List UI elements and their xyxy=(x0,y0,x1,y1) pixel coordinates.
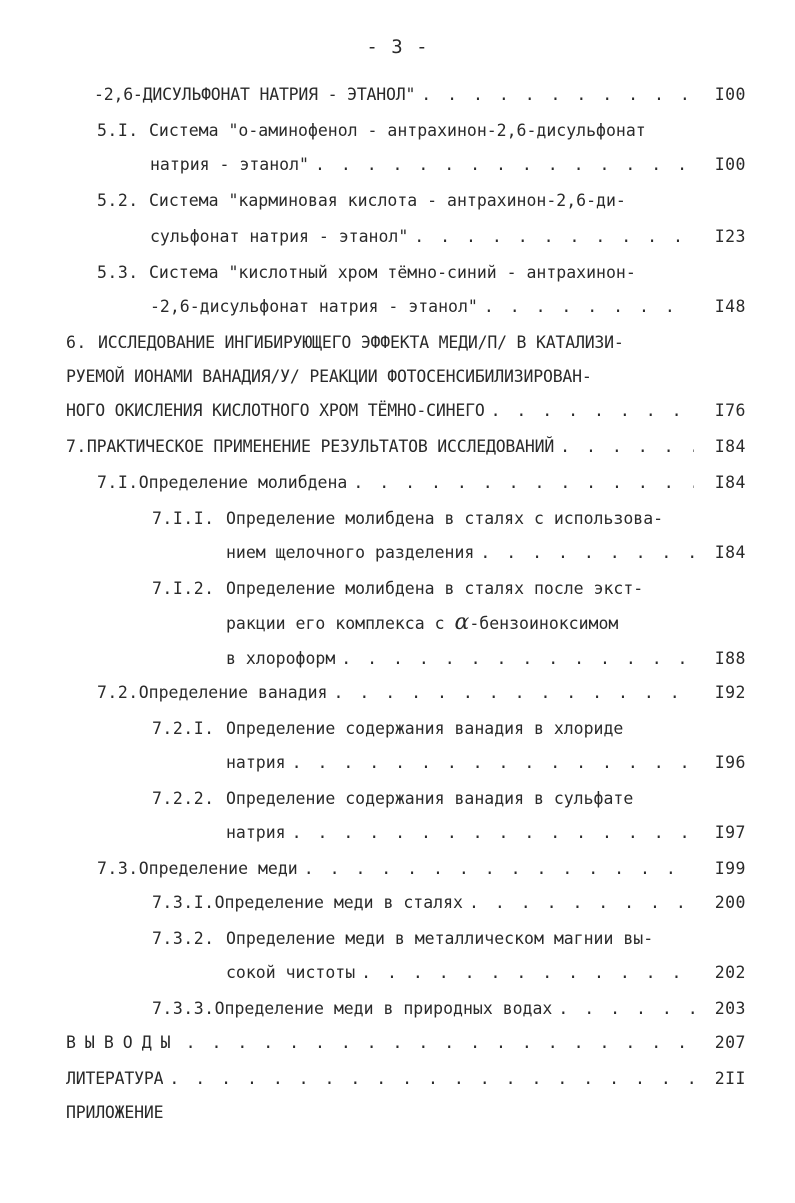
toc-entry-text: ИССЛЕДОВАНИЕ ИНГИБИРУЮЩЕГО ЭФФЕКТА МЕДИ/П/ В КАТАЛИЗИ- xyxy=(98,333,624,352)
toc-entry xyxy=(66,1064,694,1094)
toc-entry-text: в хлороформ xyxy=(226,649,336,668)
dot-leader xyxy=(347,468,694,498)
toc-entry xyxy=(97,854,694,884)
toc-entry-text: РУЕМОЙ ИОНАМИ ВАНАДИЯ/У/ РЕАКЦИИ ФОТОСЕНСИБИЛИЗИРОВАН- xyxy=(66,367,592,386)
toc-entry-page: I48 xyxy=(714,297,746,316)
toc-entry xyxy=(150,150,694,180)
toc-entry-number: 7.2.2. xyxy=(152,789,215,808)
toc-entry-text: Определение содержания ванадия в сульфате xyxy=(226,789,634,808)
toc-entry xyxy=(66,328,696,358)
toc-entry-text: натрия - этанол" xyxy=(150,155,309,174)
toc-entry xyxy=(66,396,694,426)
dot-leader xyxy=(554,432,694,462)
toc-entry-page: I96 xyxy=(714,753,746,772)
toc-entry-page: 200 xyxy=(714,893,746,912)
dot-leader xyxy=(474,538,694,568)
dot-leader xyxy=(485,396,694,426)
toc-entry-text: Система "кислотный хром тёмно-синий - антрахинон- xyxy=(149,263,636,282)
dot-leader xyxy=(355,958,694,988)
dot-leader xyxy=(328,678,695,708)
toc-entry-text: Определение меди xyxy=(138,859,298,878)
toc-entry-number: 7.2. xyxy=(97,683,139,702)
dot-leader xyxy=(286,748,694,778)
toc-entry xyxy=(94,80,694,110)
toc-entry xyxy=(152,924,697,954)
toc-entry xyxy=(66,1098,366,1128)
toc-entry xyxy=(152,574,697,604)
toc-entry-page: I84 xyxy=(714,437,746,456)
toc-entry xyxy=(97,678,694,708)
page-number: - 3 - xyxy=(366,36,429,58)
toc-entry xyxy=(150,292,694,322)
toc-entry-page: I88 xyxy=(714,649,746,668)
toc-entry xyxy=(66,362,696,392)
toc-entry-number: 7.3.2. xyxy=(152,929,215,948)
toc-entry xyxy=(97,468,694,498)
toc-entry-page: I00 xyxy=(714,155,746,174)
toc-entry-text: Определение молибдена в сталях с использова- xyxy=(226,509,664,528)
toc-entry-text: натрия xyxy=(226,823,286,842)
toc-entry-text: -2,6-дисульфонат натрия - этанол" xyxy=(150,297,478,316)
toc-entry-text: Определение меди в сталях xyxy=(214,893,463,912)
dot-leader xyxy=(415,80,694,110)
toc-entry xyxy=(152,714,697,744)
dot-leader xyxy=(309,150,694,180)
toc-entry-number: 7.I.I. xyxy=(152,509,215,528)
toc-entry-page: I84 xyxy=(714,543,746,562)
toc-entry-number: 5.2. xyxy=(97,191,139,210)
toc-entry xyxy=(226,818,694,848)
toc-entry-text: ПРИЛОЖЕНИЕ xyxy=(66,1103,164,1122)
toc-entry-text: Определение содержания ванадия в хлориде xyxy=(226,719,624,738)
toc-entry xyxy=(66,432,694,462)
dot-leader xyxy=(298,854,694,884)
toc-entry-text: Система "о-аминофенол - антрахинон-2,6-дисульфонат xyxy=(149,121,646,140)
toc-entry xyxy=(152,888,694,918)
dot-leader xyxy=(478,292,694,322)
toc-entry-page: I99 xyxy=(714,859,746,878)
toc-entry-text: сульфонат натрия - этанол" xyxy=(150,227,409,246)
dot-leader xyxy=(163,1064,694,1094)
toc-entry-text: ВЫВОДЫ xyxy=(66,1033,180,1052)
toc-entry-text: ПРАКТИЧЕСКОЕ ПРИМЕНЕНИЕ РЕЗУЛЬТАТОВ ИССЛЕДОВАНИЙ xyxy=(86,437,555,456)
toc-entry xyxy=(150,222,694,252)
toc-entry-number: 7.3. xyxy=(97,859,139,878)
toc-entry-page: I97 xyxy=(714,823,746,842)
toc-entry-number: 5.I. xyxy=(97,121,139,140)
toc-entry-number: 7.I. xyxy=(97,473,139,492)
toc-entry-text: -2,6-ДИСУЛЬФОНАТ НАТРИЯ - ЭТАНОЛ" xyxy=(94,85,416,104)
toc-entry-text-continued: -бензоиноксимом xyxy=(469,614,619,633)
toc-entry xyxy=(226,748,694,778)
toc-entry xyxy=(97,186,697,216)
toc-entry-number: 7.3.3. xyxy=(152,999,215,1018)
toc-entry-text: Система "карминовая кислота - антрахинон-2,6-ди- xyxy=(149,191,626,210)
toc-entry-number: 5.3. xyxy=(97,263,139,282)
toc-entry-page: 207 xyxy=(714,1033,746,1052)
toc-entry-page: I00 xyxy=(714,85,746,104)
toc-entry xyxy=(226,538,694,568)
toc-entry-text: Определение меди в металлическом магнии вы- xyxy=(226,929,654,948)
toc-entry xyxy=(226,958,694,988)
toc-entry-number: 7. xyxy=(66,437,87,456)
toc-entry-number: 7.I.2. xyxy=(152,579,215,598)
toc-entry-page: 202 xyxy=(714,963,746,982)
toc-entry xyxy=(97,258,697,288)
toc-entry-text: Определение молибдена в сталях после экст- xyxy=(226,579,644,598)
toc-entry-text: НОГО ОКИСЛЕНИЯ КИСЛОТНОГО ХРОМ ТЁМНО-СИНЕГО xyxy=(66,401,485,420)
dot-leader xyxy=(286,818,694,848)
toc-entry-page: 203 xyxy=(714,999,746,1018)
toc-entry-page: I84 xyxy=(714,473,746,492)
dot-leader xyxy=(408,222,694,252)
toc-entry-text: нием щелочного разделения xyxy=(226,543,475,562)
toc-entry-text: ракции его комплекса с xyxy=(226,614,445,633)
toc-entry xyxy=(226,608,696,640)
toc-entry-number: 7.3.I. xyxy=(152,893,215,912)
toc-entry-number: 6. xyxy=(66,333,87,352)
toc-entry-text: Определение молибдена xyxy=(138,473,348,492)
toc-entry xyxy=(97,116,697,146)
toc-entry xyxy=(66,1028,694,1058)
dot-leader xyxy=(335,644,694,674)
toc-entry xyxy=(152,784,697,814)
alpha-symbol: α xyxy=(454,610,470,635)
toc-entry-page: I23 xyxy=(714,227,746,246)
toc-entry xyxy=(152,994,694,1024)
toc-entry xyxy=(226,644,694,674)
toc-entry-page: I76 xyxy=(714,401,746,420)
toc-entry-text: сокой чистоты xyxy=(226,963,356,982)
toc-entry-text: Определение меди в природных водах xyxy=(214,999,553,1018)
toc-entry-text: натрия xyxy=(226,753,286,772)
toc-entry-text: ЛИТЕРАТУРА xyxy=(66,1069,164,1088)
toc-entry-page: I92 xyxy=(714,683,746,702)
toc-entry xyxy=(152,504,697,534)
dot-leader xyxy=(552,994,694,1024)
toc-entry-number: 7.2.I. xyxy=(152,719,215,738)
dot-leader xyxy=(180,1028,694,1058)
toc-entry-page: 2II xyxy=(714,1069,746,1088)
dot-leader xyxy=(463,888,694,918)
toc-entry-text: Определение ванадия xyxy=(138,683,328,702)
